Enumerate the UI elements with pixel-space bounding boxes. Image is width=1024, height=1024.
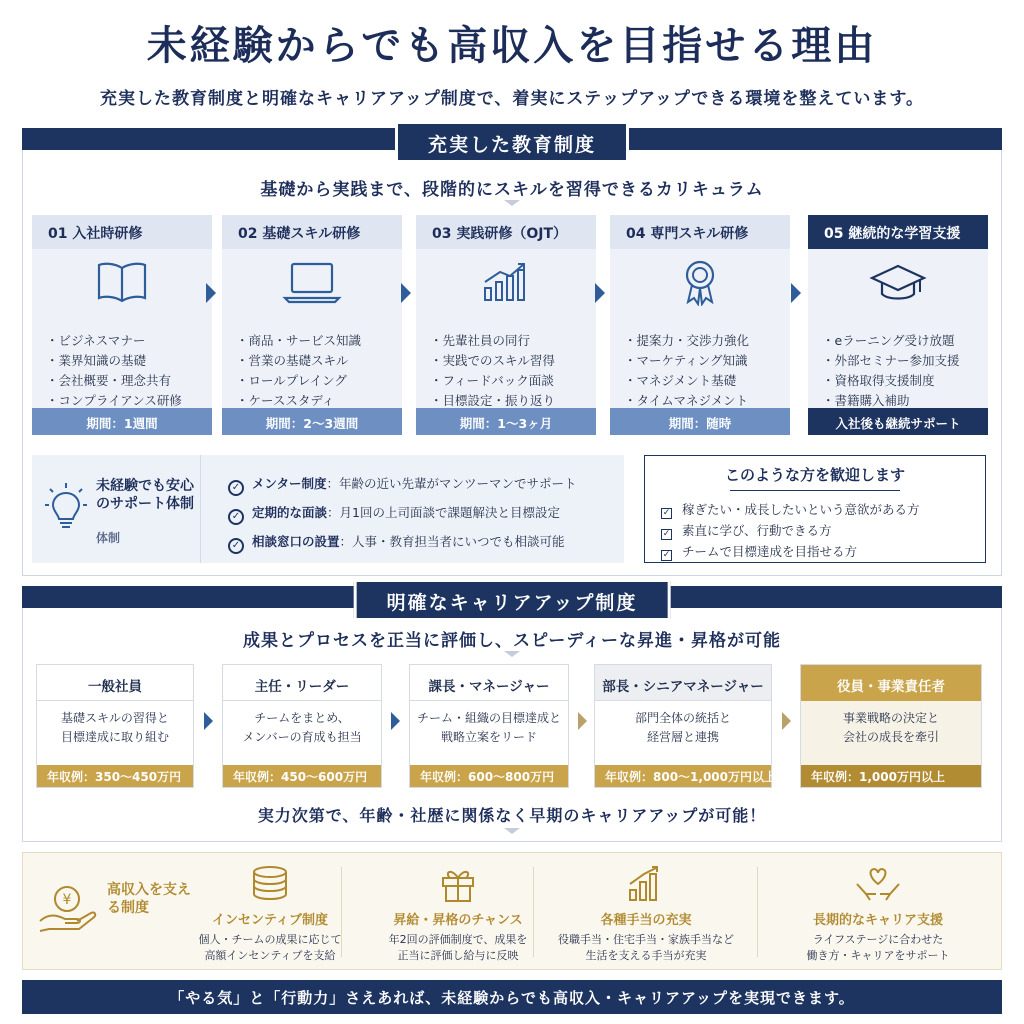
income-support-title: 高収入を支える制度 <box>107 882 191 916</box>
list-item: ・ タイムマネジメント <box>624 391 790 411</box>
career-level-2 <box>222 664 382 788</box>
income-item-description: 役職手当・住宅手当・家族手当など 生活を支える手当が充実 <box>558 933 734 962</box>
level-title: 一般社員 <box>37 665 193 701</box>
career-level-4 <box>594 664 777 788</box>
level-title: 課長・マネージャー <box>410 665 568 701</box>
chevron-right-icon <box>595 283 605 303</box>
income-item-description: ライフステージに合わせた 働き方・キャリアをサポート <box>806 933 950 962</box>
level-description: 事業戦略の決定と 会社の成長を牽引 <box>801 701 981 765</box>
page-subtitle: 充実した教育制度と明確なキャリアアップ制度で、着実にステップアップできる環境を整えています。 <box>99 89 925 109</box>
list-item: ・ 業界知識の基礎 <box>46 351 212 371</box>
income-item-heading: インセンティブ制度 <box>212 913 328 928</box>
career-note: 実力次第で、年齢・社歴に関係なく早期のキャリアアップが可能！ <box>257 806 767 825</box>
income-item-allowances <box>551 863 741 964</box>
list-item: ・ フィードバック面談 <box>430 371 596 391</box>
chevron-right-icon <box>204 712 213 730</box>
level-income: 年収例：600〜800万円 <box>410 765 568 787</box>
list-item: ・ 目標設定・振り返り <box>430 391 596 411</box>
step-duration: 期間：1週間 <box>32 408 212 435</box>
support-item-list <box>228 469 577 556</box>
list-item: ✓ メンター制度：年齢の近い先輩がマンツーマンでサポート <box>228 469 577 498</box>
chevron-right-icon <box>401 283 411 303</box>
step-duration: 入社後も継続サポート <box>808 408 988 435</box>
curriculum-step-04 <box>610 215 790 435</box>
step-item-list <box>32 315 212 407</box>
career-level-5 <box>800 664 982 788</box>
level-description: チーム・組織の目標達成と 戦略立案をリード <box>416 711 561 744</box>
step-heading: 05 継続的な学習支援 <box>808 215 988 249</box>
level-title: 役員・事業責任者 <box>801 665 981 701</box>
step-item-list <box>808 315 988 407</box>
income-item-heading: 長期的なキャリア支援 <box>812 913 943 928</box>
welcome-title: このような方を歓迎します <box>724 466 905 484</box>
income-item-promotion <box>363 863 553 964</box>
list-item: ・ 実践でのスキル習得 <box>430 351 596 371</box>
growth-chart-icon <box>416 249 596 315</box>
support-system-panel <box>32 455 624 563</box>
level-income: 年収例：350〜450万円 <box>37 765 193 787</box>
curriculum-step-02 <box>222 215 402 435</box>
list-item: ・ ビジネスマナー <box>46 331 212 351</box>
step-item-list <box>416 315 596 407</box>
checkbox-icon: ✓ <box>662 529 671 539</box>
level-description: 部門全体の統括と 経営層と連携 <box>634 711 731 744</box>
chevron-right-icon <box>206 283 216 303</box>
step-duration: 期間：2〜3週間 <box>222 408 402 435</box>
list-item: ・ 先輩社員の同行 <box>430 331 596 351</box>
income-item-heading: 各種手当の充実 <box>600 913 692 928</box>
gift-icon <box>363 863 553 905</box>
list-item: ・ 外部セミナー参加支援 <box>822 351 988 371</box>
coins-icon <box>175 863 365 905</box>
list-item: ・ 商品・サービス知識 <box>236 331 402 351</box>
footer-banner: 「やる気」と「行動力」さえあれば、未経験からでも高収入・キャリアアップを実現できます。 <box>22 980 1002 1014</box>
checkbox-icon: ✓ <box>662 550 671 560</box>
level-income: 年収例：450〜600万円 <box>223 765 381 787</box>
level-title: 部長・シニアマネージャー <box>595 665 771 701</box>
step-heading: 02 基礎スキル研修 <box>222 215 402 249</box>
career-level-1 <box>36 664 194 788</box>
svg-text:¥: ¥ <box>62 892 72 908</box>
welcome-list <box>645 499 985 562</box>
laptop-icon <box>222 249 402 315</box>
step-heading: 03 実践研修（OJT） <box>416 215 596 249</box>
income-support-panel <box>22 852 1002 970</box>
education-lead-pointer <box>504 200 520 206</box>
list-item: ✓ 定期的な面談：月1回の上司面談で課題解決と目標設定 <box>228 498 577 527</box>
check-circle-icon: ✓ <box>228 480 244 496</box>
list-item: ・ 会社概要・理念共有 <box>46 371 212 391</box>
level-description: 基礎スキルの習得と 目標達成に取り組む <box>60 711 169 744</box>
chevron-right-icon <box>391 712 400 730</box>
list-item: ✓ 稼ぎたい・成長したいという意欲がある方 <box>662 502 920 518</box>
career-section-title: 明確なキャリアアップ制度 <box>354 582 671 618</box>
list-item: ・ マネジメント基礎 <box>624 371 790 391</box>
level-income: 年収例：800〜1,000万円以上 <box>595 765 771 787</box>
divider <box>757 867 758 957</box>
step-item-list <box>610 315 790 407</box>
income-item-description: 年2回の評価制度で、成果を 正当に評価し給与に反映 <box>388 933 528 962</box>
lightbulb-icon <box>44 481 88 535</box>
education-lead: 基礎から実践まで、段階的にスキルを習得できるカリキュラム <box>260 180 764 200</box>
divider <box>341 867 342 957</box>
divider <box>730 490 900 491</box>
checkbox-icon: ✓ <box>662 508 671 518</box>
level-income: 年収例：1,000万円以上 <box>801 765 981 787</box>
step-duration: 期間：1〜3ヶ月 <box>416 408 596 435</box>
check-circle-icon: ✓ <box>228 509 244 525</box>
list-item: ✓ 相談窓口の設置：人事・教育担当者にいつでも相談可能 <box>228 527 577 556</box>
yen-hand-icon <box>37 883 97 939</box>
step-item-list <box>222 315 402 407</box>
heart-hands-icon <box>783 863 973 905</box>
list-item: ・ コンプライアンス研修 <box>46 391 212 411</box>
list-item: ・ 営業の基礎スキル <box>236 351 402 371</box>
income-item-description: 個人・チームの成果に応じて 高額インセンティブを支給 <box>198 933 342 962</box>
step-heading: 04 専門スキル研修 <box>610 215 790 249</box>
career-note-pointer <box>504 828 520 834</box>
list-item: ・ ケーススタディ <box>236 391 402 411</box>
chevron-right-icon <box>578 712 587 730</box>
divider <box>200 455 201 563</box>
divider <box>533 867 534 957</box>
list-item: ✓ チームで目標達成を目指せる方 <box>662 544 858 560</box>
curriculum-step-03 <box>416 215 596 435</box>
education-section-title: 充実した教育制度 <box>395 124 629 160</box>
support-title-tail: 体制 <box>96 531 121 545</box>
income-item-incentive <box>175 863 365 964</box>
check-circle-icon: ✓ <box>228 538 244 554</box>
level-description: チームをまとめ、 メンバーの育成も担当 <box>242 711 362 744</box>
curriculum-step-05 <box>808 215 988 435</box>
career-level-3 <box>409 664 569 788</box>
list-item: ・ マーケティング知識 <box>624 351 790 371</box>
career-lead: 成果とプロセスを正当に評価し、スピーディーな昇進・昇格が可能 <box>243 631 781 651</box>
list-item: ・ 提案力・交渉力強化 <box>624 331 790 351</box>
support-title: 未経験でも安心のサポート体制 <box>96 478 194 512</box>
step-duration: 期間：随時 <box>610 408 790 435</box>
career-lead-pointer <box>504 651 520 657</box>
list-item: ・ 書籍購入補助 <box>822 391 988 411</box>
level-title: 主任・リーダー <box>223 665 381 701</box>
page-title: 未経験からでも高収入を目指せる理由 <box>146 22 878 69</box>
curriculum-step-01 <box>32 215 212 435</box>
list-item: ・ ロールプレイング <box>236 371 402 391</box>
chevron-right-icon <box>791 283 801 303</box>
welcome-panel <box>644 455 986 563</box>
list-item: ✓ 素直に学び、行動できる方 <box>662 523 832 539</box>
income-item-heading: 昇給・昇格のチャンス <box>393 913 523 928</box>
chevron-right-icon <box>782 712 791 730</box>
graduation-cap-icon <box>808 249 988 315</box>
list-item: ・ eラーニング受け放題 <box>822 331 988 351</box>
award-ribbon-icon <box>610 249 790 315</box>
step-heading: 01 入社時研修 <box>32 215 212 249</box>
income-item-career-support <box>783 863 973 964</box>
bar-chart-icon <box>551 863 741 905</box>
book-icon <box>32 249 212 315</box>
list-item: ・ 資格取得支援制度 <box>822 371 988 391</box>
